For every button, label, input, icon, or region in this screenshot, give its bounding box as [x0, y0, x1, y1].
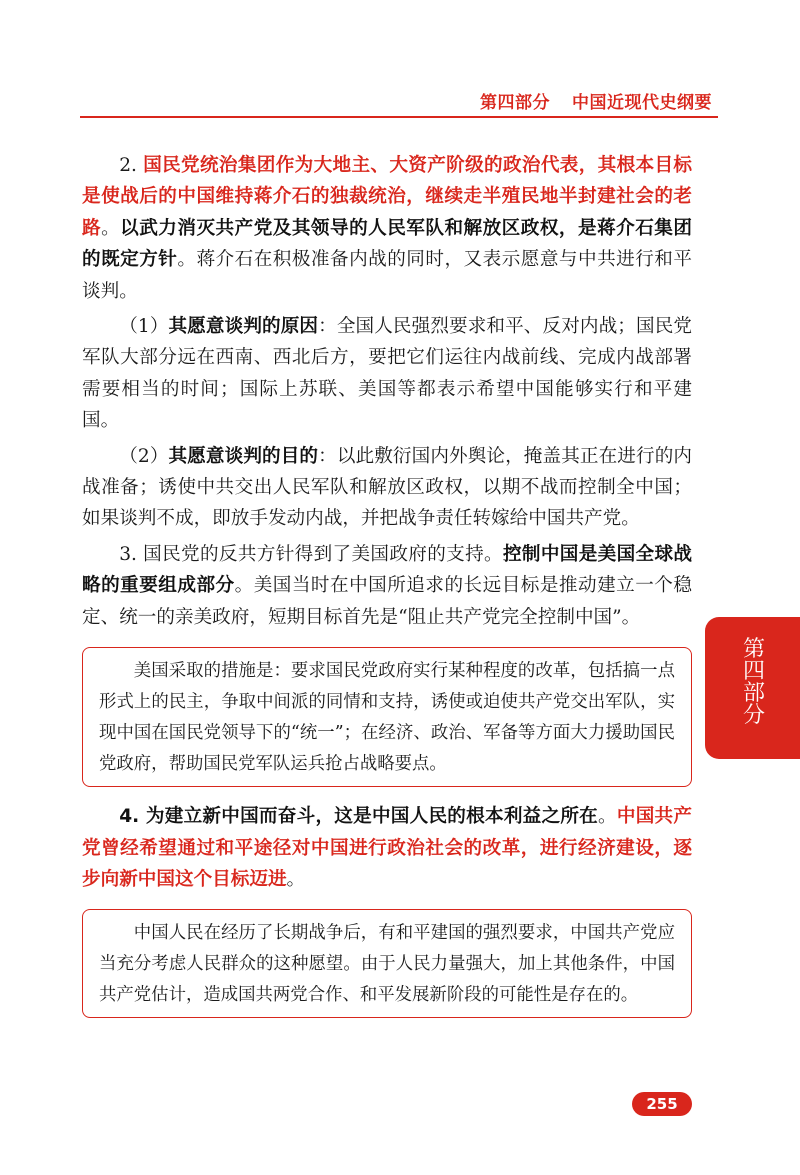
running-head: [480, 88, 712, 113]
paragraph-3-bold-emphasis: 控制中国是美国全球战略的重要组成部分: [82, 543, 692, 597]
side-tab-char: 第: [743, 637, 766, 662]
header-rule: [80, 116, 718, 118]
paragraph-2-red-emphasis: 国民党统治集团作为大地主、大资产阶级的政治代表，其根本目标是使战后的中国维持蒋介石的独裁统治，继续走半殖民地半封建社会的老路: [82, 155, 692, 239]
page-body: [82, 150, 692, 1032]
note-box-us-measures: [82, 647, 692, 787]
paragraph-2-1: [82, 311, 692, 437]
side-tab-char: 部: [743, 681, 766, 706]
paragraph-2-1-heading: 其愿意谈判的原因: [168, 316, 319, 338]
paragraph-2-bold-emphasis: 以武力消灭共产党及其领导的人民军队和解放区政权，是蒋介石集团的既定方针: [82, 217, 692, 271]
page-header: [0, 0, 800, 118]
side-tab-char: 分: [743, 703, 766, 728]
running-head-part: 第四部分: [480, 93, 550, 113]
running-head-title: 中国近现代史纲要: [572, 93, 712, 113]
paragraph-3: [82, 539, 692, 633]
paragraph-4: [82, 801, 692, 895]
paragraph-2-2-text: ：以此敷衍国内外舆论，掩盖其正在进行的内战准备；诱使中共交出人民军队和解放区政权，以期不战而控制全中国；如果谈判不成，即放手发动内战，并把战争责任转嫁给中国共产党。: [82, 445, 692, 530]
paragraph-2-2-number: （2）: [119, 445, 169, 467]
section-side-tab: [705, 617, 800, 759]
paragraph-2-number: 2.: [119, 155, 144, 176]
paragraph-2: [82, 150, 692, 307]
paragraph-3-text: 。美国当时在中国所追求的长远目标是推动建立一个稳定、统一的亲美政府，短期目标首先是“阻止共产党完全控制中国”。: [82, 575, 692, 628]
paragraph-2-text: 。蒋介石在积极准备内战的同时，又表示愿意与中共进行和平谈判。: [82, 249, 692, 302]
page-number-badge: 255: [632, 1092, 692, 1116]
paragraph-4-red-emphasis: 中国共产党曾经希望通过和平途径对中国进行政治社会的改革，进行经济建设，逐步向新中国这个目标迈进: [82, 806, 692, 890]
paragraph-2-1-number: （1）: [119, 316, 169, 338]
paragraph-2-1-text: ：全国人民强烈要求和平、反对内战；国民党军队大部分远在西南、西北后方，要把它们运往内战前线、完成内战部署需要相当的时间；国际上苏联、美国等都表示希望中国能够实行和平建国。: [82, 316, 692, 432]
note-box-us-measures-text: 美国采取的措施是：要求国民党政府实行某种程度的改革，包括搞一点形式上的民主，争取中间派的同情和支持，诱使或迫使共产党交出军队，实现中国在国民党领导下的“统一”；在经济、政治、军备等方面大力援助国民党政府，帮助国民党军队运兵抢占战略要点。: [99, 661, 675, 775]
paragraph-4-separator: 。: [598, 806, 617, 828]
paragraph-2-separator: 。: [101, 217, 121, 239]
note-box-peace-expectation-text: 中国人民在经历了长期战争后，有和平建国的强烈要求，中国共产党应当充分考虑人民群众的这种愿望。由于人民力量强大，加上其他条件，中国共产党估计，造成国共两党合作、和平发展新阶段的可能性是存在的。: [99, 923, 675, 1006]
paragraph-4-bold-emphasis: 4. 为建立新中国而奋斗，这是中国人民的根本利益之所在: [119, 806, 599, 828]
paragraph-4-end: 。: [286, 868, 306, 890]
paragraph-3-lead: 3. 国民党的反共方针得到了美国政府的支持。: [119, 543, 503, 565]
paragraph-2-2: [82, 441, 692, 535]
note-box-peace-expectation: [82, 909, 692, 1018]
paragraph-2-2-heading: 其愿意谈判的目的: [168, 445, 319, 467]
side-tab-char: 四: [743, 659, 766, 684]
